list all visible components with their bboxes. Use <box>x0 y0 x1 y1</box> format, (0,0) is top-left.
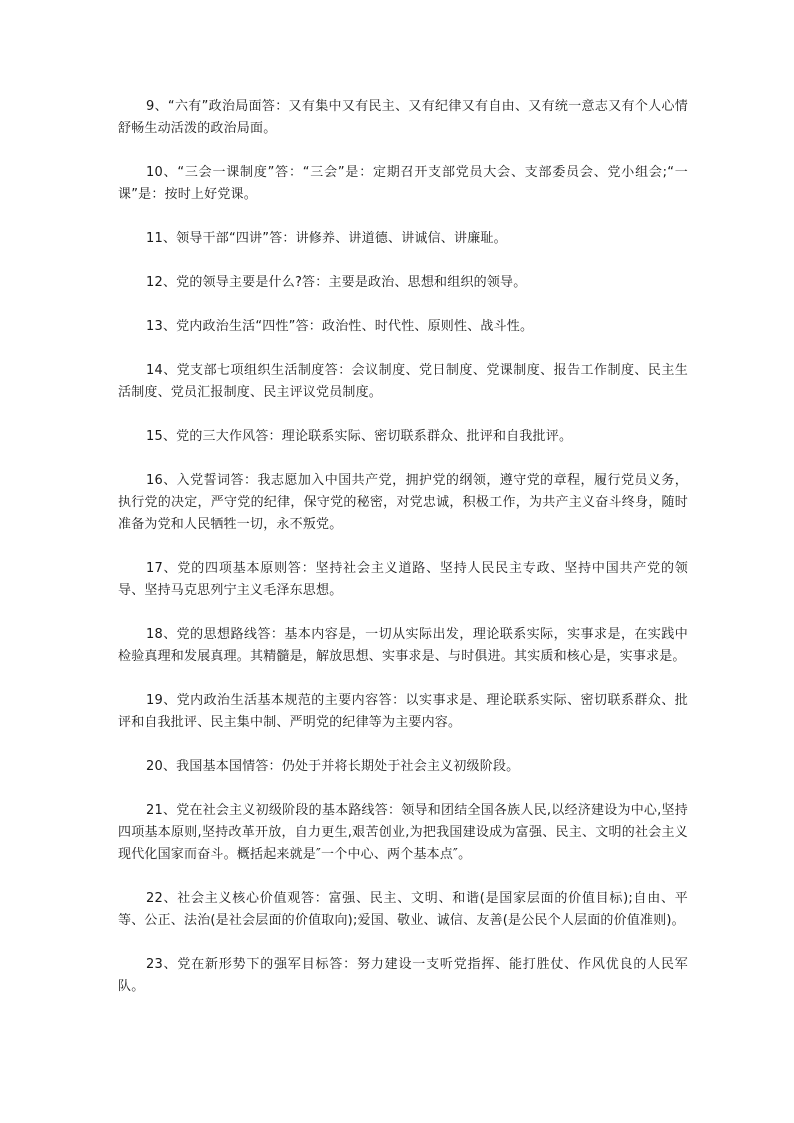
qa-item-19: 19、党内政治生活基本规范的主要内容答：以实事求是、理论联系实际、密切联系群众、批评和自我批评、民主集中制、严明党的纪律等为主要内容。 <box>118 693 688 730</box>
document-page <box>118 96 688 1020</box>
qa-item-9: 9、“六有”政治局面答：又有集中又有民主、又有纪律又有自由、又有统一意志又有个人心情舒畅生动活泼的政治局面。 <box>118 99 688 136</box>
qa-item-16: 16、入党誓词答：我志愿加入中国共产党，拥护党的纲领，遵守党的章程，履行党员义务，执行党的决定，严守党的纪律，保守党的秘密，对党忠诚，积极工作，为共产主义奋斗终身，随时准备为党和人民牺牲一切，永不叛党。 <box>118 473 688 532</box>
qa-item-21: 21、党在社会主义初级阶段的基本路线答：领导和团结全国各族人民,以经济建设为中心,坚持四项基本原则,坚持改革开放，自力更生,艰苦创业,为把我国建设成为富强、民主、文明的社会主义现代化国家而奋斗。概括起来就是″一个中心、两个基本点″。 <box>118 803 688 862</box>
qa-item-13: 13、党内政治生活“四性”答：政治性、时代性、原则性、战斗性。 <box>146 319 534 334</box>
qa-item-11: 11、领导干部“四讲”答：讲修养、讲道德、讲诚信、讲廉耻。 <box>146 231 507 246</box>
qa-item-17: 17、党的四项基本原则答：坚持社会主义道路、坚持人民民主专政、坚持中国共产党的领导、坚持马克思列宁主义毛泽东思想。 <box>118 561 688 598</box>
qa-item-20: 20、我国基本国情答：仍处于并将长期处于社会主义初级阶段。 <box>146 759 520 774</box>
qa-item-15: 15、党的三大作风答：理论联系实际、密切联系群众、批评和自我批评。 <box>146 429 573 444</box>
qa-item-22: 22、社会主义核心价值观答：富强、民主、文明、和谐(是国家层面的价值目标);自由、平等、公正、法治(是社会层面的价值取向);爱国、敬业、诚信、友善(是公民个人层面的价值准则)。 <box>118 891 688 928</box>
qa-item-10: 10、“三会一课制度”答：“三会”是：定期召开支部党员大会、支部委员会、党小组会;“一课”是：按时上好党课。 <box>118 165 688 202</box>
qa-item-12: 12、党的领导主要是什么?答：主要是政治、思想和组织的领导。 <box>146 275 527 290</box>
qa-item-23: 23、党在新形势下的强军目标答：努力建设一支听党指挥、能打胜仗、作风优良的人民军队。 <box>118 957 688 994</box>
qa-item-18: 18、党的思想路线答：基本内容是，一切从实际出发，理论联系实际，实事求是，在实践中检验真理和发展真理。其精髓是，解放思想、实事求是、与时俱进。其实质和核心是，实事求是。 <box>118 627 688 664</box>
qa-item-14: 14、党支部七项组织生活制度答：会议制度、党日制度、党课制度、报告工作制度、民主生活制度、党员汇报制度、民主评议党员制度。 <box>118 363 688 400</box>
